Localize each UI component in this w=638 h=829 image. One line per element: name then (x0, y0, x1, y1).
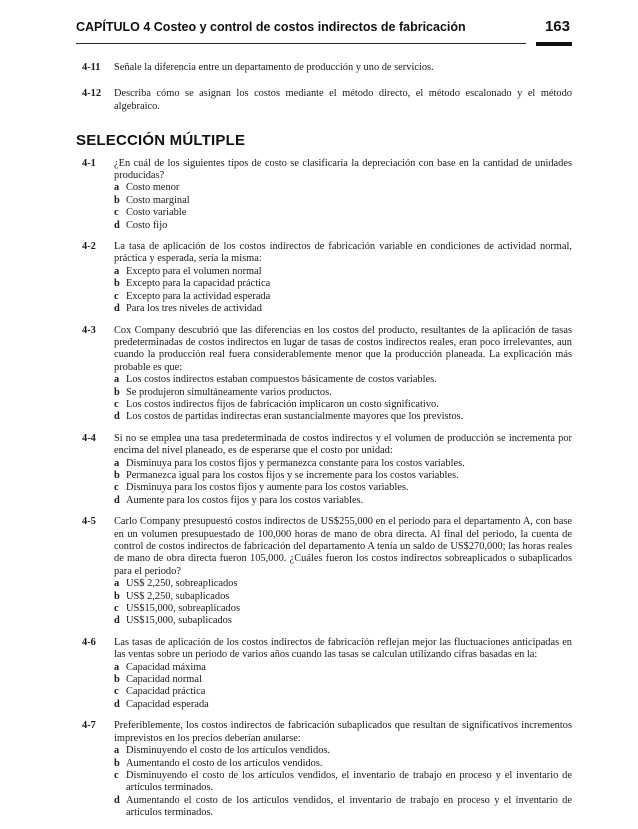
option-letter: c (114, 207, 119, 219)
option-letter: a (114, 578, 120, 590)
option-text: Costo marginal (126, 194, 190, 206)
answer-option (114, 699, 572, 711)
option-letter: d (114, 303, 120, 315)
option-letter: a (114, 182, 120, 194)
option-text: Costo variable (126, 207, 187, 219)
option-text: Los costos indirectos estaban compuestos básicamente de costos variables. (126, 374, 437, 386)
option-list (114, 662, 572, 712)
option-text: Capacidad práctica (126, 686, 206, 698)
question-number: 4-7 (82, 720, 96, 732)
option-list (114, 745, 572, 819)
option-text: Capacidad máxima (126, 661, 206, 673)
option-letter: c (114, 603, 119, 615)
option-letter: b (114, 386, 120, 398)
question-text: Describa cómo se asignan los costos mediante el método directo, el método escalonado y el método algebraico. (114, 88, 572, 112)
question-number: 4-12 (82, 88, 102, 100)
multiple-choice-list (82, 158, 572, 820)
answer-option (114, 686, 572, 698)
answer-option (114, 770, 572, 795)
mc-question (82, 158, 572, 232)
option-letter: b (114, 194, 120, 206)
question-body (114, 325, 572, 424)
option-text: Excepto para el volumen normal (126, 265, 262, 277)
answer-option (114, 674, 572, 686)
answer-option (114, 615, 572, 627)
option-letter: d (114, 615, 120, 627)
question-text: Las tasas de aplicación de los costos indirectos de fabricación reflejan mejor las fluctuaciones anticipadas en las ventas sobre un periodo de varios años cuando las tasas se calculan utilizando cifras basadas en la: (114, 636, 572, 661)
answer-option (114, 195, 572, 207)
answer-option (114, 207, 572, 219)
option-letter: d (114, 494, 120, 506)
mc-question (82, 637, 572, 711)
option-list (114, 182, 572, 232)
answer-option (114, 220, 572, 232)
answer-option (114, 795, 572, 820)
question-text: La tasa de aplicación de los costos indirectos de fabricación variable en condiciones de actividad normal, práctica y esperada, sería la misma: (114, 241, 572, 265)
answer-option (114, 603, 572, 615)
option-letter: b (114, 590, 120, 602)
option-text: Permanezca igual para los costos fijos y se incremente para los costos variables. (126, 469, 459, 481)
option-text: US$15,000, sobreaplicados (126, 603, 240, 615)
question-body (114, 637, 572, 711)
question-text: Cox Company descubrió que las diferencias en los costos del producto, resultantes de la aplicación de tasas predeterminadas de costos indirectos en lugar de tasas de costos indirectos reales, eran poco irrelevantes, aun cuando la producción real fuera considerablemente menor que la producción planeada. La explicación más probable es que: (114, 324, 572, 373)
review-questions (82, 62, 572, 113)
section-title: SELECCIÓN MÚLTIPLE (76, 132, 246, 150)
option-text: US$15,000, subaplicados (126, 615, 232, 627)
answer-option (114, 758, 572, 770)
option-list (114, 374, 572, 424)
answer-option (114, 374, 572, 386)
answer-option (114, 399, 572, 411)
answer-option (114, 291, 572, 303)
option-letter: b (114, 674, 120, 686)
mc-question (82, 325, 572, 424)
answer-option (114, 303, 572, 315)
page-header (76, 18, 572, 40)
review-question (82, 88, 572, 113)
option-text: Excepto para la actividad esperada (126, 290, 271, 302)
option-text: Los costos de partidas indirectas eran sustancialmente mayores que los previstos. (126, 411, 464, 423)
answer-option (114, 482, 572, 494)
option-list (114, 578, 572, 628)
header-rule-block (536, 42, 572, 46)
option-letter: c (114, 290, 119, 302)
option-text: Los costos indirectos fijos de fabricación implicaron un costo significativo. (126, 398, 439, 410)
option-letter: b (114, 757, 120, 769)
option-letter: a (114, 374, 120, 386)
answer-option (114, 745, 572, 757)
question-text: Si no se emplea una tasa predeterminada de costos indirectos y el volumen de producción se incrementa por encima del nivel planeado, es de esperarse que el costo por unidad: (114, 432, 572, 457)
question-body (114, 516, 572, 628)
option-letter: c (114, 482, 119, 494)
option-text: Capacidad normal (126, 674, 202, 686)
question-number: 4-1 (82, 157, 96, 169)
option-text: Se produjeron simultáneamente varios productos. (126, 386, 332, 398)
option-text: Disminuyendo el costo de los artículos vendidos. (126, 745, 331, 757)
answer-option (114, 591, 572, 603)
option-text: US$ 2,250, subaplicados (126, 590, 230, 602)
question-number: 4-4 (82, 432, 96, 444)
mc-question (82, 516, 572, 628)
answer-option (114, 266, 572, 278)
answer-option (114, 411, 572, 423)
option-text: Disminuyendo el costo de los artículos vendidos, el inventario de trabajo en proceso y el inventario de artículos terminados. (126, 769, 572, 794)
option-text: Excepto para la capacidad práctica (126, 278, 271, 290)
question-body (114, 433, 572, 507)
review-question (82, 62, 572, 74)
option-text: Aumentando el costo de los artículos vendidos. (126, 757, 323, 769)
answer-option (114, 578, 572, 590)
option-text: Para los tres niveles de actividad (126, 303, 262, 315)
option-letter: d (114, 219, 120, 231)
answer-option (114, 495, 572, 507)
option-text: Aumentando el costo de los artículos vendidos, el inventario de trabajo en proceso y el inventario de artículos terminados. (126, 794, 572, 819)
option-text: Disminuya para los costos fijos y permanezca constante para los costos variables. (126, 457, 465, 469)
mc-question (82, 433, 572, 507)
option-letter: c (114, 769, 119, 781)
question-body (114, 158, 572, 232)
question-body (114, 241, 572, 315)
answer-option (114, 458, 572, 470)
question-text: Carlo Company presupuestó costos indirectos de US$255,000 en el periodo para el departamento A, con base en un volumen presupuestado de 100,000 horas de mano de obra directa. Al final del periodo, la cuenta de control de costos indirectos de fabricación del departamento A tenía un saldo de US$270,000; las horas reales de mano de obra directa fueron 105,000. ¿Cuáles fueron los costos indirectos sobreaplicados o subaplicados para el periodo? (114, 516, 572, 577)
mc-question (82, 241, 572, 315)
question-text: ¿En cuál de los siguientes tipos de costo se clasificaría la depreciación con base en la cantidad de unidades producidas? (114, 157, 572, 182)
option-letter: d (114, 794, 120, 806)
option-letter: d (114, 698, 120, 710)
option-letter: a (114, 661, 120, 673)
question-number: 4-3 (82, 324, 96, 336)
option-letter: b (114, 278, 120, 290)
answer-option (114, 470, 572, 482)
option-letter: d (114, 411, 120, 423)
question-body (114, 720, 572, 819)
question-text: Preferiblemente, los costos indirectos de fabricación subaplicados que resultan de significativos incrementos imprevistos en los precios deberían anularse: (114, 720, 572, 744)
option-letter: a (114, 745, 120, 757)
option-letter: b (114, 469, 120, 481)
option-letter: c (114, 398, 119, 410)
question-number: 4-11 (82, 62, 101, 73)
header-rule (76, 43, 526, 44)
option-text: Costo fijo (126, 219, 168, 231)
option-letter: c (114, 686, 119, 698)
answer-option (114, 662, 572, 674)
option-letter: a (114, 265, 120, 277)
mc-question (82, 720, 572, 819)
question-number: 4-6 (82, 636, 96, 648)
option-list (114, 458, 572, 508)
answer-option (114, 182, 572, 194)
question-number: 4-5 (82, 516, 96, 528)
answer-option (114, 387, 572, 399)
option-text: Aumente para los costos fijos y para los costos variables. (126, 494, 364, 506)
option-text: Capacidad esperada (126, 698, 209, 710)
option-letter: a (114, 457, 120, 469)
option-text: Disminuya para los costos fijos y aumente para los costos variables. (126, 482, 409, 494)
page-body (76, 62, 572, 829)
page-number: 163 (544, 18, 570, 35)
option-text: Costo menor (126, 182, 180, 194)
question-number: 4-2 (82, 241, 96, 253)
chapter-title: CAPÍTULO 4 Costeo y control de costos indirectos de fabricación (76, 20, 466, 34)
answer-option (114, 278, 572, 290)
option-text: US$ 2,250, sobreaplicados (126, 578, 238, 590)
option-list (114, 266, 572, 316)
question-text: Señale la diferencia entre un departamento de producción y uno de servicios. (114, 62, 434, 73)
